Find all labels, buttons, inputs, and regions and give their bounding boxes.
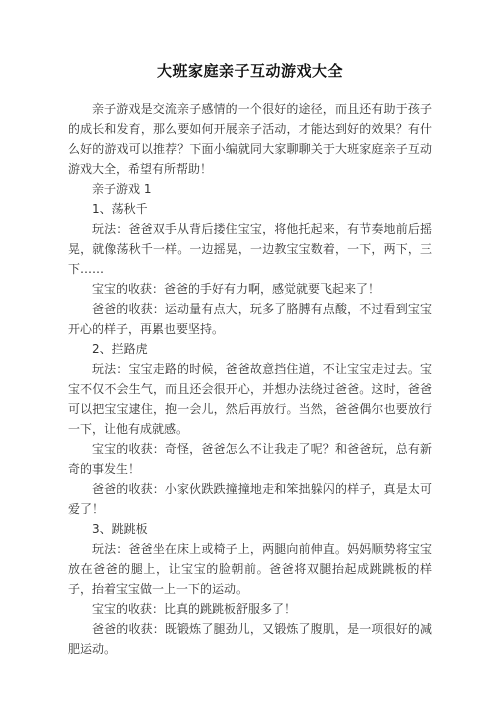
game-heading: 1、荡秋千 <box>92 202 148 216</box>
dad-gain-paragraph: 爸爸的收获：既锻炼了腿劲儿，又锻炼了腹肌，是一项很好的减肥运动。 <box>68 622 432 656</box>
baby-gain-paragraph: 宝宝的收获：比真的跳跳板舒服多了！ <box>92 602 297 616</box>
dad-gain-paragraph: 爸爸的收获：运动量有点大，玩多了胳膊有点酸，不过看到宝宝开心的样子，再累也要坚持。 <box>68 302 432 336</box>
section-heading: 亲子游戏 1 <box>92 182 152 196</box>
game-heading: 3、跳跳板 <box>92 522 148 536</box>
document-title: 大班家庭亲子互动游戏大全 <box>156 62 343 80</box>
dad-gain-paragraph: 爸爸的收获：小家伙跌跌撞撞地走和笨拙躲闪的样子，真是太可爱了！ <box>68 482 432 516</box>
game-rules-paragraph: 玩法：爸爸双手从背后搂住宝宝，将他托起来，有节奏地前后摇晃，就像荡秋千一样。一边摇晃，一边教宝宝数着，一下，两下，三下…… <box>68 222 432 276</box>
baby-gain-paragraph: 宝宝的收获：奇怪，爸爸怎么不让我走了呢？和爸爸玩，总有新奇的事发生！ <box>68 442 432 476</box>
baby-gain-paragraph: 宝宝的收获：爸爸的手好有力啊，感觉就要飞起来了！ <box>92 282 381 296</box>
intro-paragraph: 亲子游戏是交流亲子感情的一个很好的途径，而且还有助于孩子的成长和发育，那么要如何开展亲子活动，才能达到好的效果？有什么好的游戏可以推荐？下面小编就同大家聊聊关于大班家庭亲子互动游戏大全，希望有所帮助！ <box>68 102 432 176</box>
game-rules-paragraph: 玩法：爸爸坐在床上或椅子上，两腿向前伸直。妈妈顺势将宝宝放在爸爸的腿上，让宝宝的脸朝前。爸爸将双腿抬起成跳跳板的样子，抬着宝宝做一上一下的运动。 <box>68 542 432 596</box>
game-rules-paragraph: 玩法：宝宝走路的时候，爸爸故意挡住道，不让宝宝走过去。宝宝不仅不会生气，而且还会很开心，并想办法绕过爸爸。这时，爸爸可以把宝宝逮住，抱一会儿，然后再放行。当然，爸爸偶尔也要放行一下，让他有成就感。 <box>68 362 432 436</box>
game-heading: 2、拦路虎 <box>92 342 148 356</box>
